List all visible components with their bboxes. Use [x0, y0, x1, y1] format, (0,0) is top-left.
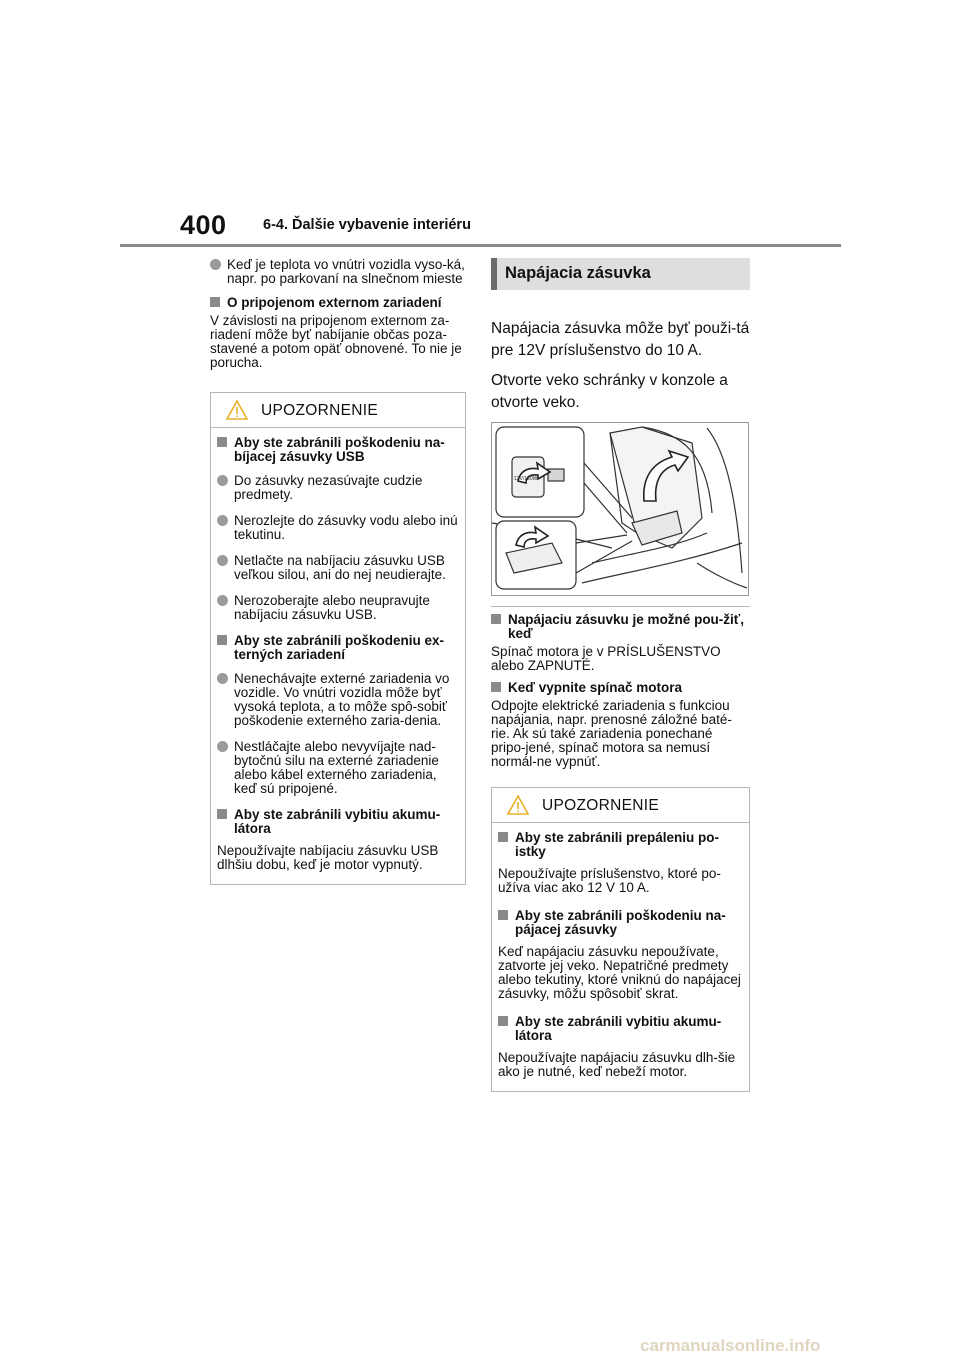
bullet-dot-icon [217, 515, 228, 526]
intro-paragraph: Otvorte veko schránky v konzole a otvorte veko. [491, 372, 728, 411]
square-bullet-icon [491, 682, 501, 692]
bullet-dot-icon [217, 595, 228, 606]
console-drawing [492, 423, 748, 595]
bullet-item: Nenechávajte externé zariadenia vo vozidle. Vo vnútri vozidla môže byť vysoká teplota, a to môže spô-sobiť poškodenie externého zaria-denia. [217, 672, 459, 728]
warning-box-power-outlet [491, 787, 750, 1092]
bullet-dot-icon [210, 259, 221, 270]
left-column [210, 258, 466, 885]
warning-label: UPOZORNENIE [261, 402, 378, 419]
paragraph-usage: Spínač motora je v PRÍSLUŠENSTVO alebo ZAPNUTÉ. [491, 644, 721, 673]
warning-box-usb [210, 392, 466, 885]
warning-paragraph: Nepoužívajte príslušenstvo, ktoré po-užíva viac ako 12 V 10 A. [498, 866, 721, 895]
bullet-dot-icon [217, 741, 228, 752]
square-bullet-icon [498, 1016, 508, 1026]
square-bullet-icon [491, 614, 501, 624]
section-title-power-outlet: Napájacia zásuvka [491, 258, 750, 290]
warning-triangle-icon [226, 400, 248, 420]
bullet-dot-icon [217, 475, 228, 486]
paragraph-connected-device: V závislosti na pripojenom externom za-riadení môže byť nabíjanie občas poza-stavené a potom opäť obnovené. To nie je porucha. [210, 313, 462, 370]
subheading-usage: Napájaciu zásuvku je možné pou-žiť, keď [491, 613, 750, 641]
subheading-engine-off: Keď vypnite spínač motora [491, 681, 750, 695]
bullet-item: Netlačte na nabíjaciu zásuvku USB veľkou silou, ani do nej neudierajte. [217, 554, 459, 582]
warning-subheading: Aby ste zabránili poškodeniu na-bíjacej zásuvky USB [217, 436, 459, 464]
warning-subheading: Aby ste zabránili vybitiu akumu-látora [217, 808, 459, 836]
warning-header [492, 788, 749, 823]
warning-subheading: Aby ste zabránili vybitiu akumu-látora [498, 1015, 743, 1043]
subheading-connected-device: O pripojenom externom zariadení [210, 296, 466, 310]
socket-label: 12V/120W [514, 476, 538, 482]
header-rule [120, 244, 841, 247]
console-illustration [491, 422, 749, 596]
warning-label: UPOZORNENIE [542, 797, 659, 814]
warning-subheading: Aby ste zabránili prepáleniu po-istky [498, 831, 743, 859]
page-number: 400 [180, 210, 227, 240]
paragraph-engine-off: Odpojte elektrické zariadenia s funkciou napájania, napr. prenosné záložné baté-rie. Ak sú také zariadenia ponechané pripo-jené, spínač motora sa nemusí normál-ne vypnúť. [491, 698, 732, 769]
square-bullet-icon [210, 297, 220, 307]
watermark: carmanualsonline.info [640, 1336, 821, 1355]
square-bullet-icon [217, 809, 227, 819]
right-column [491, 258, 750, 1092]
bullet-item: Nerozlejte do zásuvky vodu alebo inú tekutinu. [217, 514, 459, 542]
warning-paragraph: Nepoužívajte nabíjaciu zásuvku USB dlhšiu dobu, keď je motor vypnutý. [217, 843, 439, 872]
bullet-item: Nerozoberajte alebo neupravujte nabíjaciu zásuvku USB. [217, 594, 459, 622]
bullet-item: Keď je teplota vo vnútri vozidla vyso-ká, napr. po parkovaní na slnečnom mieste [210, 258, 466, 286]
square-bullet-icon [217, 635, 227, 645]
bullet-item: Nestláčajte alebo nevyvíjajte nad-bytočnú silu na externé zariadenie alebo kábel externého zariadenia, keď sú pripojené. [217, 740, 459, 796]
intro-paragraph: Napájacia zásuvka môže byť použi-tá pre 12V príslušenstvo do 10 A. [491, 320, 750, 359]
square-bullet-icon [217, 437, 227, 447]
warning-paragraph: Nepoužívajte napájaciu zásuvku dlh-šie ako je nutné, keď nebeží motor. [498, 1050, 736, 1079]
warning-triangle-icon [507, 795, 529, 815]
bullet-dot-icon [217, 555, 228, 566]
square-bullet-icon [498, 910, 508, 920]
section-title-bar [491, 258, 497, 290]
square-bullet-icon [498, 832, 508, 842]
bullet-dot-icon [217, 673, 228, 684]
warning-header [211, 393, 465, 428]
warning-subheading: Aby ste zabránili poškodeniu na-pájacej zásuvky [498, 909, 743, 937]
section-header-title: 6-4. Ďalšie vybavenie interiéru [263, 217, 471, 233]
warning-subheading: Aby ste zabránili poškodeniu ex-terných zariadení [217, 634, 459, 662]
bullet-item: Do zásuvky nezasúvajte cudzie predmety. [217, 474, 459, 502]
figure-separator [491, 606, 750, 607]
warning-paragraph: Keď napájaciu zásuvku nepoužívate, zatvorte jej veko. Nepatričné predmety alebo tekutiny, ktoré vniknú do napájacej zásuvky, môžu spôsobiť skrat. [498, 944, 741, 1001]
